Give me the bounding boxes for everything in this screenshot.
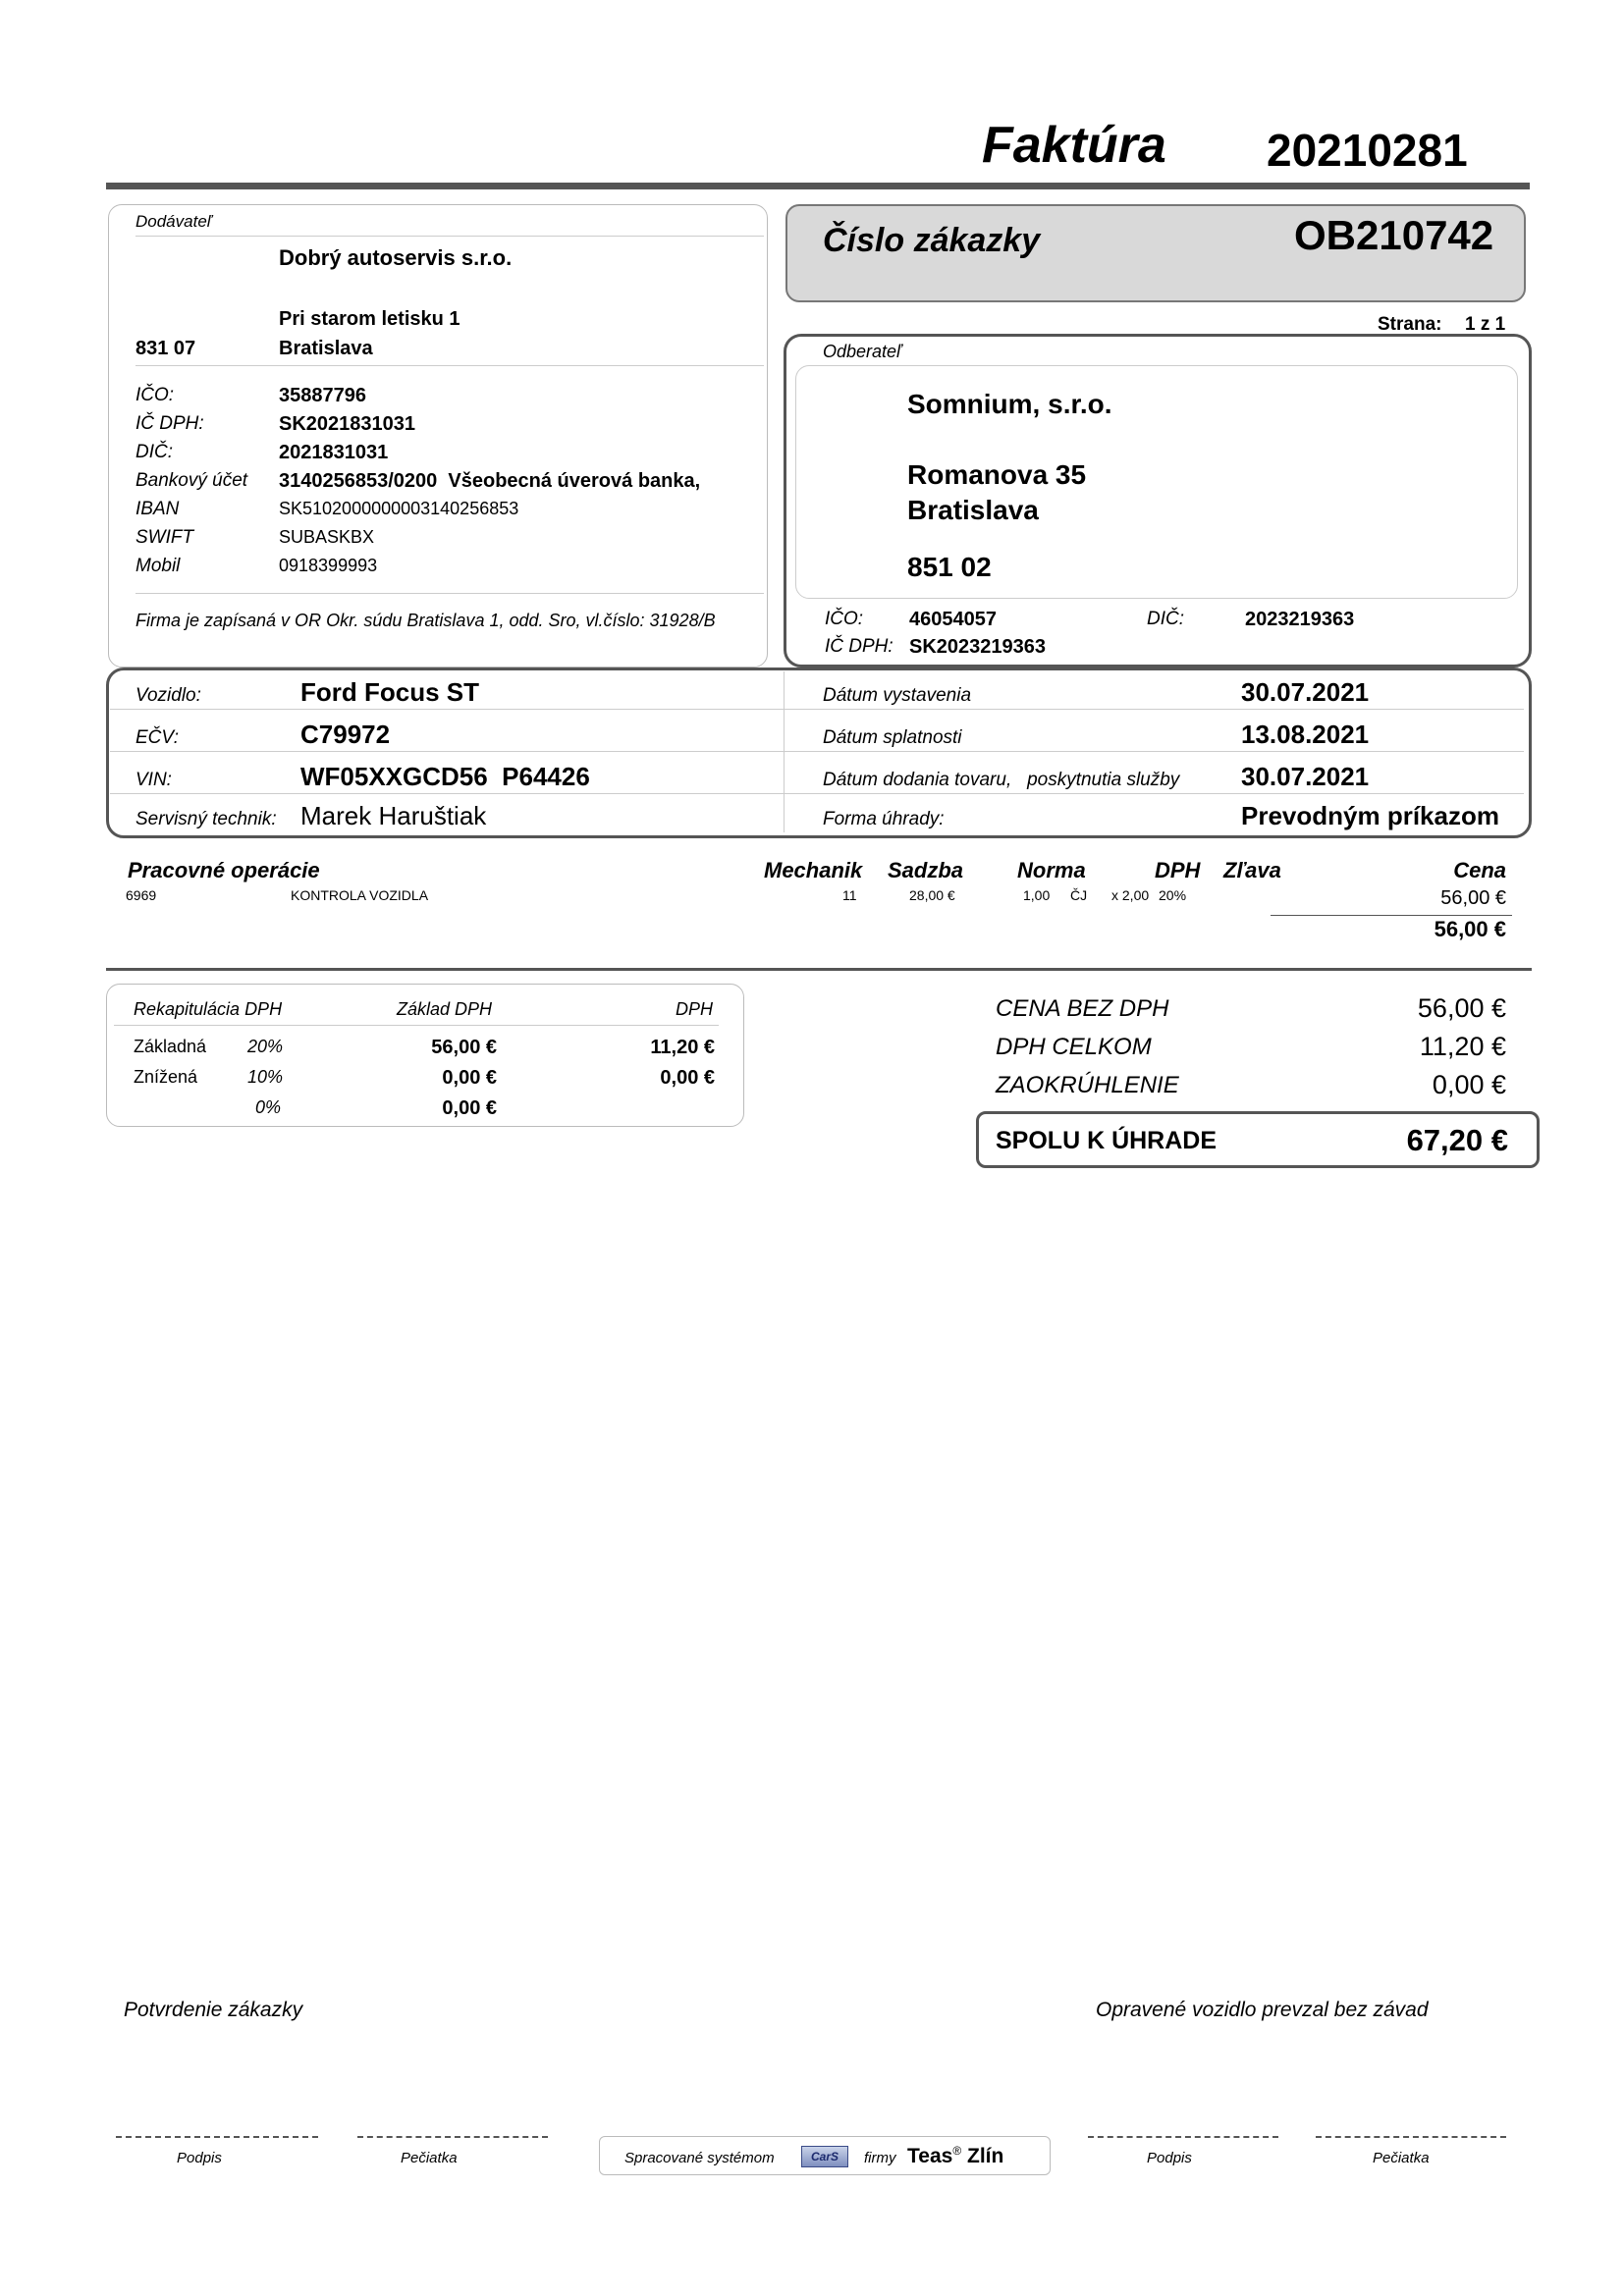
vat-rate-name: Základná	[134, 1037, 207, 1056]
date-label: Dátum vystavenia	[823, 685, 972, 706]
supplier-city: Bratislava	[279, 338, 373, 359]
supplier-street: Pri starom letisku 1	[279, 308, 460, 330]
customer-dic-label: DIČ:	[1147, 609, 1184, 629]
customer-name: Somnium, s.r.o.	[907, 389, 1112, 419]
divider	[135, 236, 764, 237]
vat-recap-header-label: Rekapitulácia DPH	[134, 999, 283, 1019]
vat-amount: 11,20 €	[650, 1037, 715, 1058]
stamp-line	[1316, 2136, 1506, 2138]
customer-dic: 2023219363	[1245, 609, 1355, 630]
payment-value: Prevodným príkazom	[1241, 801, 1499, 830]
stamp-line	[357, 2136, 548, 2138]
total-label: CENA BEZ DPH	[996, 995, 1169, 1022]
vehicle-label: Vozidlo:	[135, 685, 201, 706]
divider	[110, 709, 1524, 710]
customer-icdph: SK2023219363	[909, 636, 1047, 658]
supplier-field-label: Mobil	[135, 556, 181, 576]
supplier-field-label: IBAN	[135, 499, 180, 519]
supplier-field-value: SK5102000000003140256853	[279, 499, 519, 518]
vehicle-label: VIN:	[135, 770, 172, 790]
vat-base: 0,00 €	[442, 1067, 497, 1089]
vehicle-value: WF05XXGCD56 P64426	[300, 762, 590, 791]
page-label: Strana:	[1378, 314, 1442, 335]
total-value: 56,00 €	[1417, 993, 1506, 1023]
vehicle-label: Servisný technik:	[135, 809, 277, 829]
supplier-box	[108, 204, 768, 667]
vat-base: 0,00 €	[442, 1097, 497, 1119]
supplier-field-label: Bankový účet	[135, 470, 248, 491]
supplier-field-value: 3140256853/0200 Všeobecná úverová banka,	[279, 470, 701, 492]
supplier-field-label: IČO:	[135, 385, 175, 405]
customer-ico-label: IČO:	[825, 609, 864, 629]
supplier-field-value: 0918399993	[279, 556, 378, 575]
op-code: 6969	[126, 887, 157, 903]
supplier-field-label: IČ DPH:	[135, 413, 204, 434]
col-header-price: Cena	[1453, 858, 1506, 882]
customer-street: Romanova 35	[907, 459, 1087, 490]
date-label: Dátum dodania tovaru, poskytnutia služby	[823, 770, 1180, 790]
op-name: KONTROLA VOZIDLA	[291, 887, 429, 903]
firm-city: Zlín	[967, 2145, 1004, 2167]
sign-label: Podpis	[1147, 2150, 1192, 2166]
total-value: 0,00 €	[1432, 1070, 1506, 1099]
col-header-rate: Sadzba	[888, 858, 964, 882]
vat-rate-name: Znížená	[134, 1067, 198, 1087]
sign-label: Podpis	[177, 2150, 222, 2166]
supplier-heading: Dodávateľ	[135, 212, 212, 231]
total-label: DPH CELKOM	[996, 1034, 1152, 1060]
date-label: Dátum splatnosti	[823, 727, 962, 748]
vat-recap-header-vat: DPH	[675, 999, 713, 1019]
vat-rate: 10%	[247, 1067, 284, 1087]
firm-name-text: Teas	[907, 2145, 953, 2167]
vehicle-label: EČV:	[135, 727, 180, 748]
customer-ico: 46054057	[909, 609, 997, 630]
stamp-label: Pečiatka	[401, 2150, 458, 2166]
op-qty: x 2,00	[1111, 887, 1150, 903]
divider	[110, 751, 1524, 752]
vat-recap-header-base: Základ DPH	[397, 999, 493, 1019]
col-header-discount: Zľava	[1223, 858, 1281, 882]
date-value: 30.07.2021	[1241, 762, 1370, 791]
payment-label: Forma úhrady:	[823, 809, 945, 829]
op-price: 56,00 €	[1440, 887, 1506, 909]
col-header-mechanic: Mechanik	[764, 858, 863, 882]
col-header-norm: Norma	[1017, 858, 1086, 882]
grand-total-label: SPOLU K ÚHRADE	[996, 1127, 1218, 1154]
vehicle-value: Ford Focus ST	[300, 677, 479, 707]
vat-rate: 20%	[247, 1037, 284, 1056]
grand-total-value: 67,20 €	[1406, 1123, 1508, 1157]
vat-rate: 0%	[255, 1097, 282, 1117]
supplier-field-label: DIČ:	[135, 442, 173, 462]
signature-line	[1088, 2136, 1278, 2138]
op-vat: 20%	[1159, 887, 1187, 903]
op-mechanic: 11	[842, 887, 857, 903]
firm-label: firmy	[864, 2150, 896, 2166]
customer-city: Bratislava	[907, 495, 1039, 525]
supplier-field-value: SUBASKBX	[279, 527, 375, 547]
date-value: 13.08.2021	[1241, 720, 1370, 749]
order-label: Číslo zákazky	[823, 222, 1041, 259]
header-bar	[106, 183, 1530, 189]
customer-heading: Odberateľ	[823, 342, 902, 361]
subtotal-line	[1271, 915, 1512, 916]
total-value: 11,20 €	[1419, 1032, 1506, 1061]
vat-amount: 0,00 €	[660, 1067, 715, 1089]
op-unit: ČJ	[1070, 887, 1088, 903]
date-value: 30.07.2021	[1241, 677, 1370, 707]
supplier-field-value: 35887796	[279, 385, 366, 406]
divider	[135, 365, 764, 366]
supplier-field-label: SWIFT	[135, 527, 194, 548]
subtotal: 56,00 €	[1434, 917, 1506, 941]
received-label: Opravené vozidlo prevzal bez závad	[1096, 1999, 1429, 2021]
col-header-vat: DPH	[1155, 858, 1201, 882]
invoice-title: Faktúra	[982, 117, 1166, 174]
supplier-field-value: 2021831031	[279, 442, 389, 463]
page-value: 1 z 1	[1465, 314, 1506, 335]
processed-label: Spracované systémom	[624, 2150, 775, 2166]
stamp-label: Pečiatka	[1373, 2150, 1430, 2166]
supplier-zip: 831 07	[135, 338, 196, 359]
divider	[114, 1025, 719, 1026]
confirm-label: Potvrdenie zákazky	[124, 1999, 303, 2021]
signature-line	[116, 2136, 318, 2138]
customer-zip: 851 02	[907, 552, 992, 582]
vat-base: 56,00 €	[431, 1037, 497, 1058]
vehicle-value: Marek Haruštiak	[300, 801, 487, 830]
col-header-name: Pracovné operácie	[128, 858, 320, 882]
order-number: OB210742	[1294, 212, 1494, 258]
customer-address-box	[795, 365, 1518, 599]
total-label: ZAOKRÚHLENIE	[996, 1072, 1179, 1098]
section-divider	[106, 968, 1532, 971]
vertical-divider	[784, 671, 785, 832]
supplier-field-value: SK2021831031	[279, 413, 416, 435]
invoice-number: 20210281	[1267, 125, 1468, 176]
op-rate: 28,00 €	[909, 887, 955, 903]
customer-icdph-label: IČ DPH:	[825, 636, 893, 657]
cars-logo-text: CarS	[810, 2150, 839, 2163]
cars-logo	[801, 2146, 848, 2167]
register-note: Firma je zapísaná v OR Okr. súdu Bratislava 1, odd. Sro, vl.číslo: 31928/B	[135, 611, 716, 630]
vehicle-value: C79972	[300, 720, 391, 749]
divider	[110, 793, 1524, 794]
op-norm: 1,00	[1023, 887, 1051, 903]
firm-name	[907, 2144, 1003, 2168]
supplier-name: Dobrý autoservis s.r.o.	[279, 245, 513, 270]
registered-mark: ®	[952, 2144, 962, 2158]
divider	[135, 593, 764, 594]
